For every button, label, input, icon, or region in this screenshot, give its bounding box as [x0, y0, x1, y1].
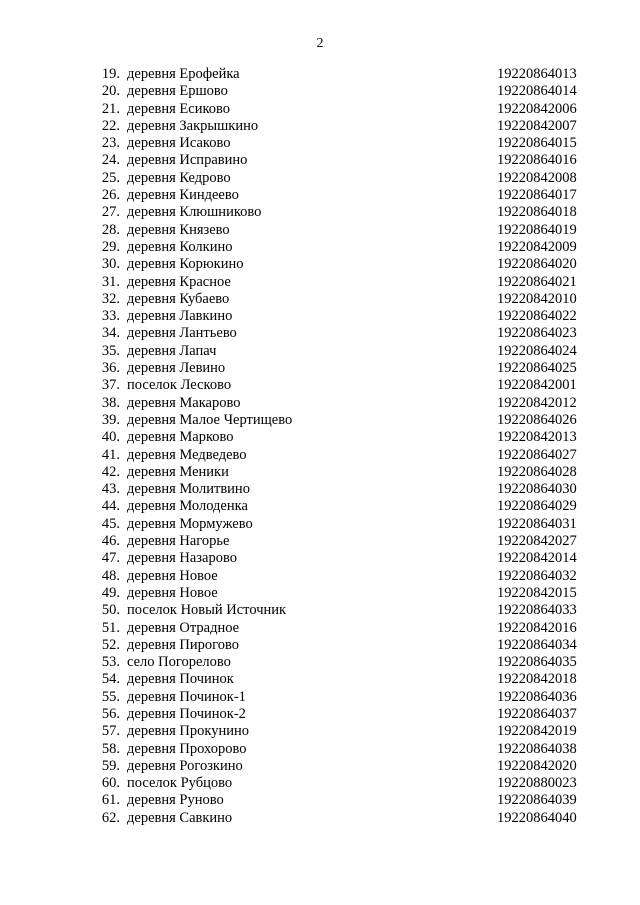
item-number: 49. — [101, 584, 120, 601]
item-number: 43. — [101, 481, 120, 498]
settlement-name: поселок Лесково — [127, 377, 232, 394]
settlement-name: деревня Исправино — [127, 152, 248, 169]
list-item — [0, 481, 640, 498]
list-item — [0, 101, 640, 118]
item-number: 26. — [101, 187, 120, 204]
settlement-name: деревня Малое Чертищево — [127, 411, 293, 428]
settlement-code: 19220842009 — [497, 238, 577, 255]
list-item — [0, 274, 640, 291]
settlement-name: деревня Нагорье — [127, 533, 230, 550]
settlement-name: село Погорелово — [127, 654, 231, 671]
list-item — [0, 498, 640, 515]
settlement-code: 19220864040 — [497, 809, 577, 826]
settlement-name: деревня Красное — [127, 273, 231, 290]
settlement-code: 19220864036 — [497, 688, 577, 705]
item-number: 58. — [101, 740, 120, 757]
item-number: 52. — [101, 636, 120, 653]
item-number: 30. — [101, 256, 120, 273]
list-item — [0, 464, 640, 481]
list-item — [0, 222, 640, 239]
settlement-code: 19220842013 — [497, 429, 577, 446]
settlement-name: деревня Колкино — [127, 238, 233, 255]
settlement-name: деревня Лапач — [127, 342, 217, 359]
list-item — [0, 256, 640, 273]
list-item — [0, 170, 640, 187]
settlement-code: 19220864030 — [497, 481, 577, 498]
settlement-name: деревня Мормужево — [127, 515, 253, 532]
list-item — [0, 810, 640, 827]
settlement-name: деревня Меники — [127, 463, 229, 480]
settlement-code: 19220864022 — [497, 308, 577, 325]
settlement-code: 19220864032 — [497, 567, 577, 584]
list-item — [0, 516, 640, 533]
item-number: 31. — [101, 273, 120, 290]
item-number: 59. — [101, 757, 120, 774]
item-number: 45. — [101, 515, 120, 532]
list-item — [0, 533, 640, 550]
item-number: 33. — [101, 308, 120, 325]
settlement-name: деревня Назарово — [127, 550, 237, 567]
item-number: 44. — [101, 498, 120, 515]
settlement-code: 19220842012 — [497, 394, 577, 411]
settlement-code: 19220842016 — [497, 619, 577, 636]
item-number: 27. — [101, 204, 120, 221]
list-item — [0, 152, 640, 169]
settlement-name: деревня Савкино — [127, 809, 233, 826]
item-number: 40. — [101, 429, 120, 446]
list-item — [0, 135, 640, 152]
settlement-code: 19220864020 — [497, 256, 577, 273]
list-item — [0, 741, 640, 758]
settlement-code: 19220842015 — [497, 584, 577, 601]
settlement-name: деревня Новое — [127, 567, 218, 584]
settlement-code: 19220864035 — [497, 654, 577, 671]
settlement-code: 19220842027 — [497, 533, 577, 550]
list-item — [0, 568, 640, 585]
settlement-code: 19220864028 — [497, 463, 577, 480]
item-number: 19. — [101, 66, 120, 82]
settlement-code: 19220864016 — [497, 152, 577, 169]
item-number: 50. — [101, 602, 120, 619]
list-item — [0, 66, 640, 83]
settlement-name: деревня Отрадное — [127, 619, 240, 636]
item-number: 53. — [101, 654, 120, 671]
settlement-name: деревня Прохорово — [127, 740, 247, 757]
settlement-code: 19220880023 — [497, 775, 577, 792]
page-number: 2 — [316, 36, 324, 51]
settlement-code: 19220842010 — [497, 290, 577, 307]
item-number: 54. — [101, 671, 120, 688]
settlement-name: деревня Киндеево — [127, 187, 239, 204]
list-item — [0, 308, 640, 325]
item-number: 42. — [101, 463, 120, 480]
settlement-name: деревня Лавкино — [127, 308, 233, 325]
list-item — [0, 429, 640, 446]
list-item — [0, 775, 640, 792]
list-item — [0, 758, 640, 775]
item-number: 35. — [101, 342, 120, 359]
settlement-name: деревня Кедрово — [127, 169, 231, 186]
settlement-code: 19220864018 — [497, 204, 577, 221]
settlement-name: деревня Левино — [127, 360, 226, 377]
settlement-code: 19220864014 — [497, 83, 577, 100]
settlement-code: 19220864027 — [497, 446, 577, 463]
list-item — [0, 550, 640, 567]
item-number: 36. — [101, 360, 120, 377]
item-number: 22. — [101, 117, 120, 134]
item-number: 25. — [101, 169, 120, 186]
settlement-code: 19220864034 — [497, 636, 577, 653]
settlement-code: 19220864013 — [497, 66, 577, 82]
settlement-name: деревня Лантьево — [127, 325, 237, 342]
settlement-name: деревня Починок-2 — [127, 705, 246, 722]
list-item — [0, 620, 640, 637]
settlement-code: 19220842019 — [497, 723, 577, 740]
settlement-name: деревня Марково — [127, 429, 234, 446]
list-item — [0, 706, 640, 723]
settlement-name: деревня Медведево — [127, 446, 247, 463]
list-item — [0, 637, 640, 654]
list-item — [0, 723, 640, 740]
settlement-code: 19220842018 — [497, 671, 577, 688]
settlement-name: деревня Ершово — [127, 83, 228, 100]
settlement-name: деревня Молоденка — [127, 498, 248, 515]
item-number: 41. — [101, 446, 120, 463]
item-number: 47. — [101, 550, 120, 567]
list-item — [0, 343, 640, 360]
list-item — [0, 671, 640, 688]
item-number: 55. — [101, 688, 120, 705]
settlement-name: деревня Ерофейка — [127, 66, 240, 82]
item-number: 34. — [101, 325, 120, 342]
settlement-code: 19220842020 — [497, 757, 577, 774]
item-number: 29. — [101, 238, 120, 255]
list-item — [0, 118, 640, 135]
item-number: 20. — [101, 83, 120, 100]
settlement-code: 19220864025 — [497, 360, 577, 377]
settlement-name: деревня Закрышкино — [127, 117, 259, 134]
item-number: 21. — [101, 100, 120, 117]
list-item — [0, 325, 640, 342]
list-item — [0, 187, 640, 204]
settlement-code: 19220864019 — [497, 221, 577, 238]
item-number: 28. — [101, 221, 120, 238]
settlement-code: 19220864015 — [497, 135, 577, 152]
settlement-code: 19220842006 — [497, 100, 577, 117]
settlement-code: 19220842014 — [497, 550, 577, 567]
settlement-code: 19220842008 — [497, 169, 577, 186]
settlement-code: 19220864038 — [497, 740, 577, 757]
settlement-name: деревня Руново — [127, 792, 224, 809]
settlement-name: поселок Новый Источник — [127, 602, 287, 619]
settlement-name: деревня Новое — [127, 584, 218, 601]
settlement-name: деревня Прокунино — [127, 723, 249, 740]
list-item — [0, 689, 640, 706]
list-item — [0, 585, 640, 602]
list-item — [0, 395, 640, 412]
settlement-name: деревня Молитвино — [127, 481, 250, 498]
settlement-code: 19220842007 — [497, 117, 577, 134]
item-number: 37. — [101, 377, 120, 394]
settlement-code: 19220864033 — [497, 602, 577, 619]
settlement-code: 19220864031 — [497, 515, 577, 532]
settlement-code: 19220864023 — [497, 325, 577, 342]
settlement-code: 19220864024 — [497, 342, 577, 359]
settlement-code: 19220864026 — [497, 411, 577, 428]
list-item — [0, 239, 640, 256]
item-number: 38. — [101, 394, 120, 411]
list-item — [0, 377, 640, 394]
list-item — [0, 204, 640, 221]
settlement-name: деревня Макарово — [127, 394, 241, 411]
item-number: 46. — [101, 533, 120, 550]
item-number: 60. — [101, 775, 120, 792]
item-number: 32. — [101, 290, 120, 307]
settlement-list — [0, 66, 640, 827]
list-item — [0, 291, 640, 308]
settlement-code: 19220864021 — [497, 273, 577, 290]
item-number: 62. — [101, 809, 120, 826]
settlement-code: 19220864039 — [497, 792, 577, 809]
item-number: 39. — [101, 411, 120, 428]
item-number: 24. — [101, 152, 120, 169]
settlement-name: деревня Рогозкино — [127, 757, 243, 774]
item-number: 51. — [101, 619, 120, 636]
settlement-code: 19220864029 — [497, 498, 577, 515]
list-item — [0, 412, 640, 429]
list-item — [0, 83, 640, 100]
settlement-name: деревня Князево — [127, 221, 230, 238]
settlement-name: деревня Корюкино — [127, 256, 244, 273]
list-item — [0, 654, 640, 671]
list-item — [0, 447, 640, 464]
list-item — [0, 602, 640, 619]
item-number: 23. — [101, 135, 120, 152]
settlement-name: поселок Рубцово — [127, 775, 233, 792]
settlement-name: деревня Клюшниково — [127, 204, 262, 221]
settlement-code: 19220864017 — [497, 187, 577, 204]
settlement-name: деревня Пирогово — [127, 636, 239, 653]
list-item — [0, 360, 640, 377]
settlement-code: 19220864037 — [497, 705, 577, 722]
settlement-name: деревня Есиково — [127, 100, 231, 117]
item-number: 57. — [101, 723, 120, 740]
settlement-name: деревня Исаково — [127, 135, 231, 152]
settlement-name: деревня Починок — [127, 671, 234, 688]
settlement-name: деревня Кубаево — [127, 290, 230, 307]
settlement-code: 19220842001 — [497, 377, 577, 394]
item-number: 48. — [101, 567, 120, 584]
item-number: 61. — [101, 792, 120, 809]
list-item — [0, 792, 640, 809]
settlement-name: деревня Починок-1 — [127, 688, 246, 705]
item-number: 56. — [101, 705, 120, 722]
